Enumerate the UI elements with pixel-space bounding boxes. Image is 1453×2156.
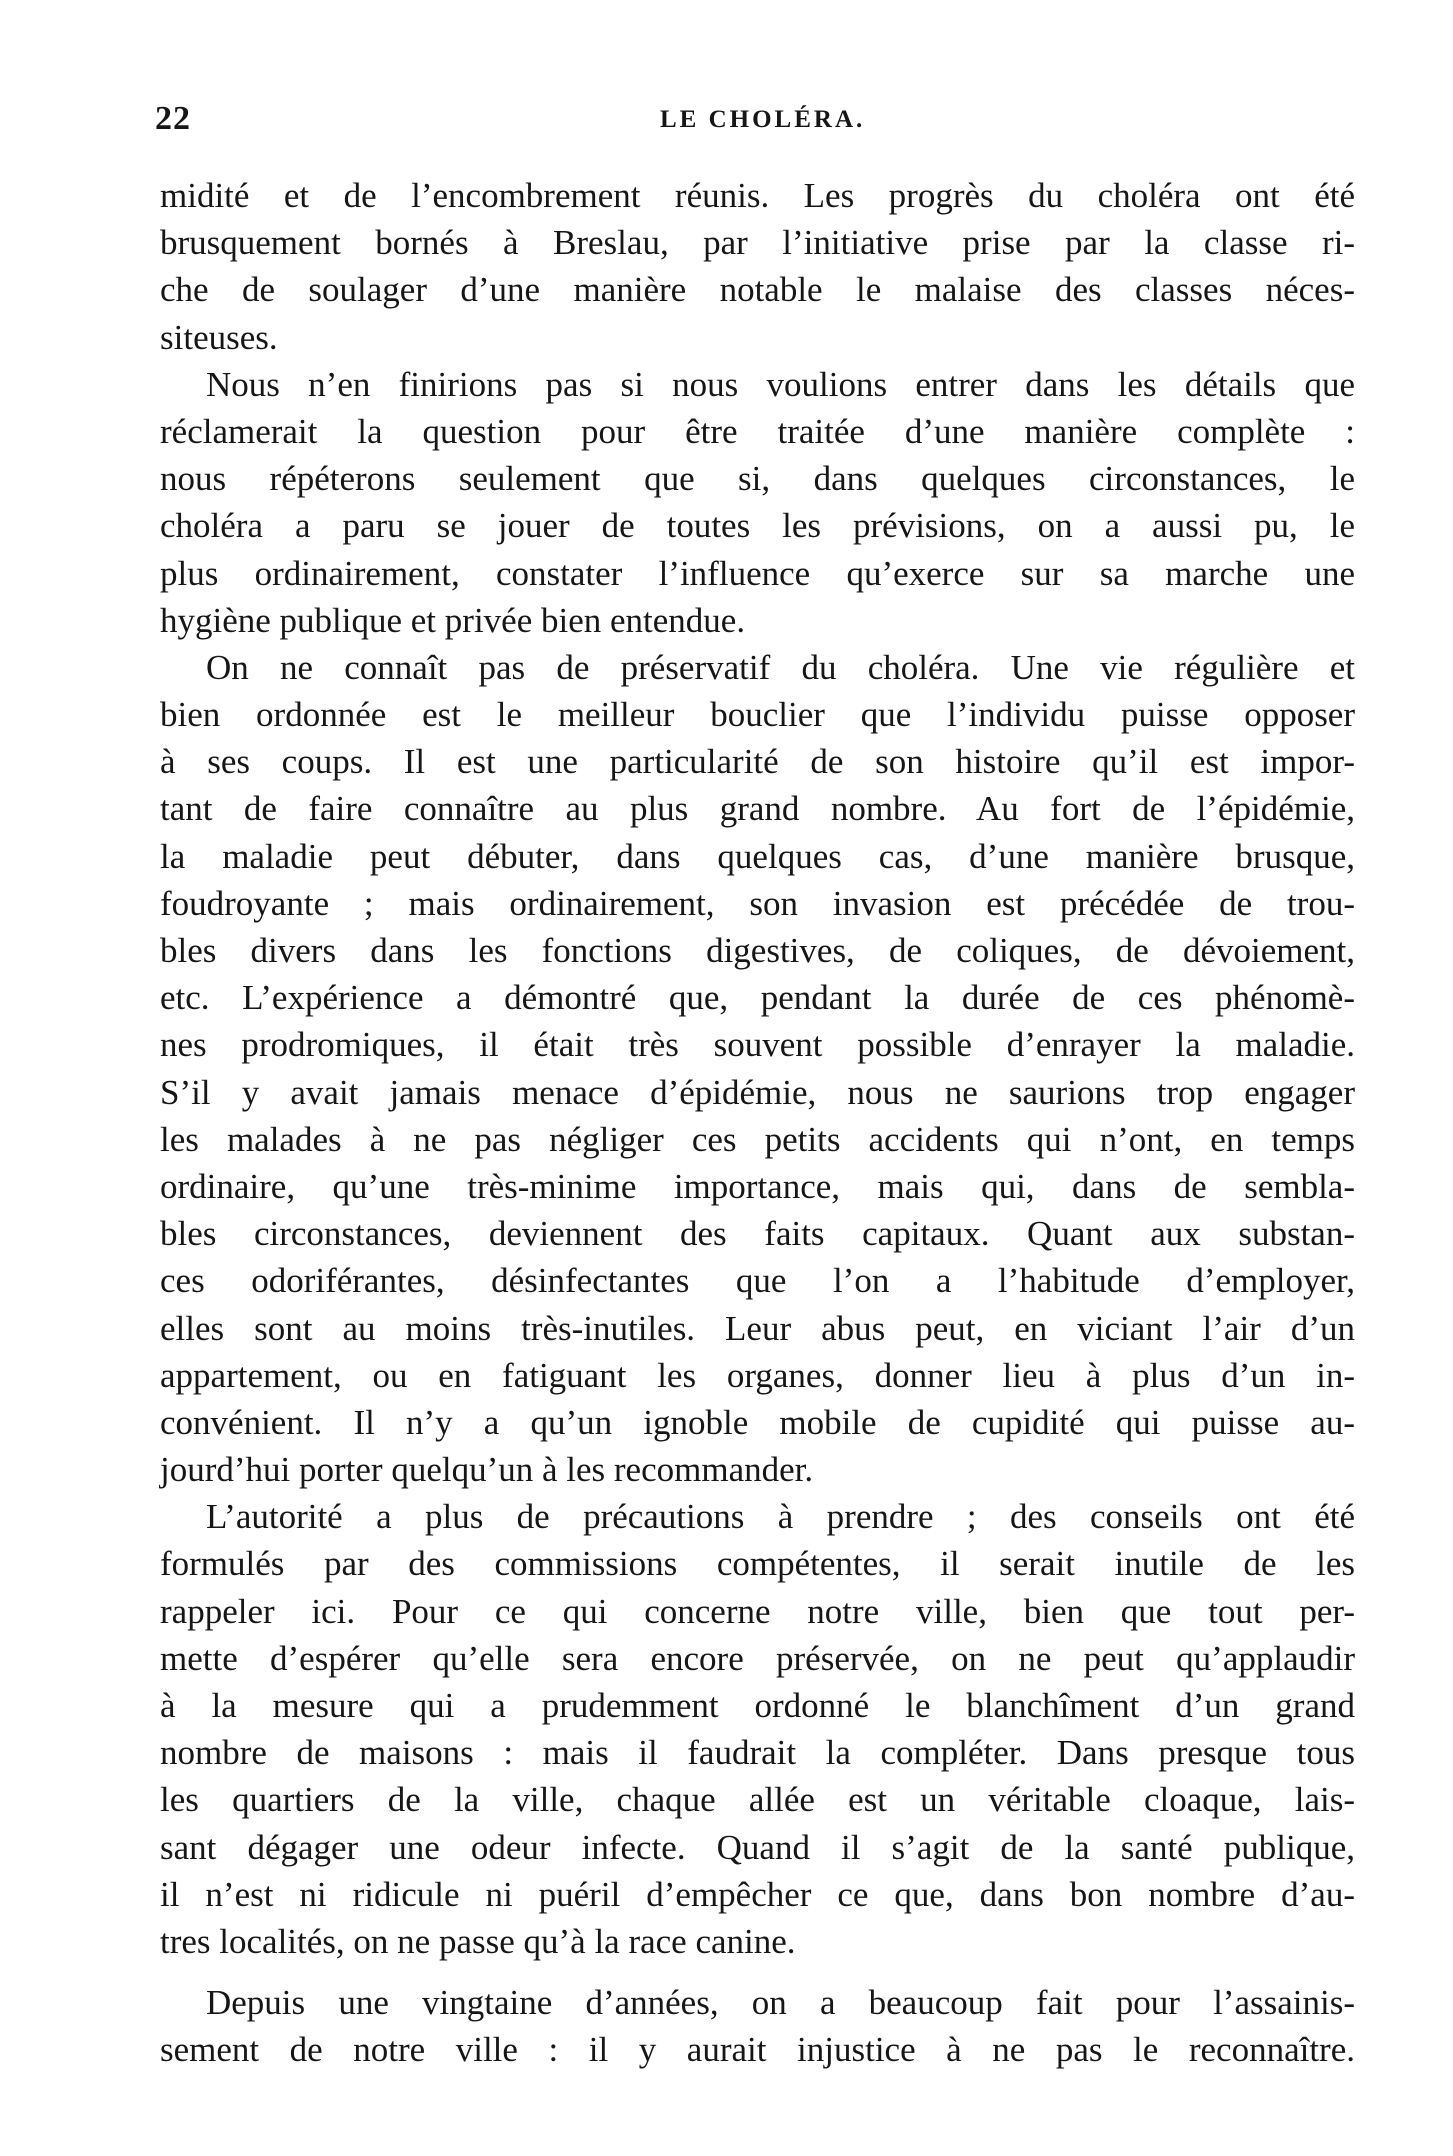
text-line: ces odoriférantes, désinfectantes que l’on a l’habitude d’employer, (160, 1261, 1355, 1301)
text-line: S’il y avait jamais menace d’épidémie, nous ne saurions trop engager (160, 1072, 1355, 1112)
paragraph-1 (160, 172, 1355, 361)
text-line: hygiène publique et privée bien entendue. (160, 600, 746, 640)
text-line: midité et de l’encombrement réunis. Les progrès du choléra ont été (160, 176, 1355, 215)
text-line: la maladie peut débuter, dans quelques cas, d’une manière brusque, (160, 836, 1355, 876)
text-line: sement de notre ville : il y aurait injustice à ne pas le reconnaître. (160, 2030, 1355, 2070)
text-line: tant de faire connaître au plus grand nombre. Au fort de l’épidémie, (160, 789, 1355, 829)
text-line: tres localités, on ne passe qu’à la race canine. (160, 1921, 796, 1961)
text-line: che de soulager d’une manière notable le malaise des classes néces- (160, 270, 1355, 310)
text-line: les quartiers de la ville, chaque allée est un véritable cloaque, lais- (160, 1780, 1355, 1820)
text-line: jourd’hui porter quelqu’un à les recommander. (160, 1450, 814, 1490)
page-header (155, 100, 1355, 150)
text-line: etc. L’expérience a démontré que, pendant la durée de ces phénomè- (160, 978, 1355, 1018)
text-line: sant dégager une odeur infecte. Quand il s’agit de la santé publique, (160, 1827, 1355, 1867)
text-line: nous répéterons seulement que si, dans quelques circonstances, le (160, 459, 1355, 499)
paragraph-5 (160, 1979, 1355, 2073)
text-line: L’autorité a plus de précautions à prendre ; des conseils ont été (206, 1497, 1355, 1537)
text-line: convénient. Il n’y a qu’un ignoble mobile de cupidité qui puisse au- (160, 1402, 1355, 1442)
text-line: rappeler ici. Pour ce qui concerne notre ville, bien que tout per- (160, 1591, 1355, 1631)
body-text (160, 172, 1355, 2074)
text-line: formulés par des commissions compétentes, il serait inutile de les (160, 1544, 1355, 1584)
text-line: appartement, ou en fatiguant les organes, donner lieu à plus d’un in- (160, 1355, 1355, 1395)
paragraph-3 (160, 644, 1355, 1493)
text-line: bles circonstances, deviennent des faits capitaux. Quant aux substan- (160, 1214, 1355, 1254)
text-line: Depuis une vingtaine d’années, on a beaucoup fait pour l’assainis- (206, 1983, 1355, 2023)
text-line: Nous n’en finirions pas si nous voulions entrer dans les détails que (206, 364, 1355, 404)
text-line: nombre de maisons : mais il faudrait la compléter. Dans presque tous (160, 1733, 1355, 1773)
text-line: réclamerait la question pour être traitée d’une manière complète : (160, 411, 1355, 451)
text-line: il n’est ni ridicule ni puéril d’empêcher ce que, dans bon nombre d’au- (160, 1874, 1355, 1914)
text-line: à la mesure qui a prudemment ordonné le blanchîment d’un grand (160, 1686, 1355, 1725)
text-line: siteuses. (160, 317, 278, 357)
text-line: mette d’espérer qu’elle sera encore préservée, on ne peut qu’applaudir (160, 1638, 1355, 1678)
page-number: 22 (155, 100, 191, 137)
text-line: à ses coups. Il est une particularité de son histoire qu’il est impor- (160, 742, 1355, 782)
text-line: les malades à ne pas négliger ces petits accidents qui n’ont, en temps (160, 1119, 1355, 1159)
text-line: ordinaire, qu’une très-minime importance, mais qui, dans de sembla- (160, 1166, 1355, 1206)
text-line: plus ordinairement, constater l’influence qu’exerce sur sa marche une (160, 553, 1355, 593)
running-title: LE CHOLÉRA. (660, 106, 866, 133)
text-line: bien ordonnée est le meilleur bouclier que l’individu puisse opposer (160, 695, 1355, 735)
text-line: brusquement bornés à Breslau, par l’initiative prise par la classe ri- (160, 223, 1355, 263)
text-line: elles sont au moins très-inutiles. Leur abus peut, en viciant l’air d’un (160, 1308, 1355, 1348)
text-line: On ne connaît pas de préservatif du choléra. Une vie régulière et (206, 647, 1355, 687)
paragraph-4 (160, 1493, 1355, 1965)
text-line: foudroyante ; mais ordinairement, son invasion est précédée de trou- (160, 883, 1355, 923)
text-line: bles divers dans les fonctions digestives, de coliques, de dévoiement, (160, 931, 1355, 970)
text-line: choléra a paru se jouer de toutes les prévisions, on a aussi pu, le (160, 506, 1355, 546)
text-line: nes prodromiques, il était très souvent possible d’enrayer la maladie. (160, 1025, 1355, 1065)
paragraph-2 (160, 361, 1355, 644)
